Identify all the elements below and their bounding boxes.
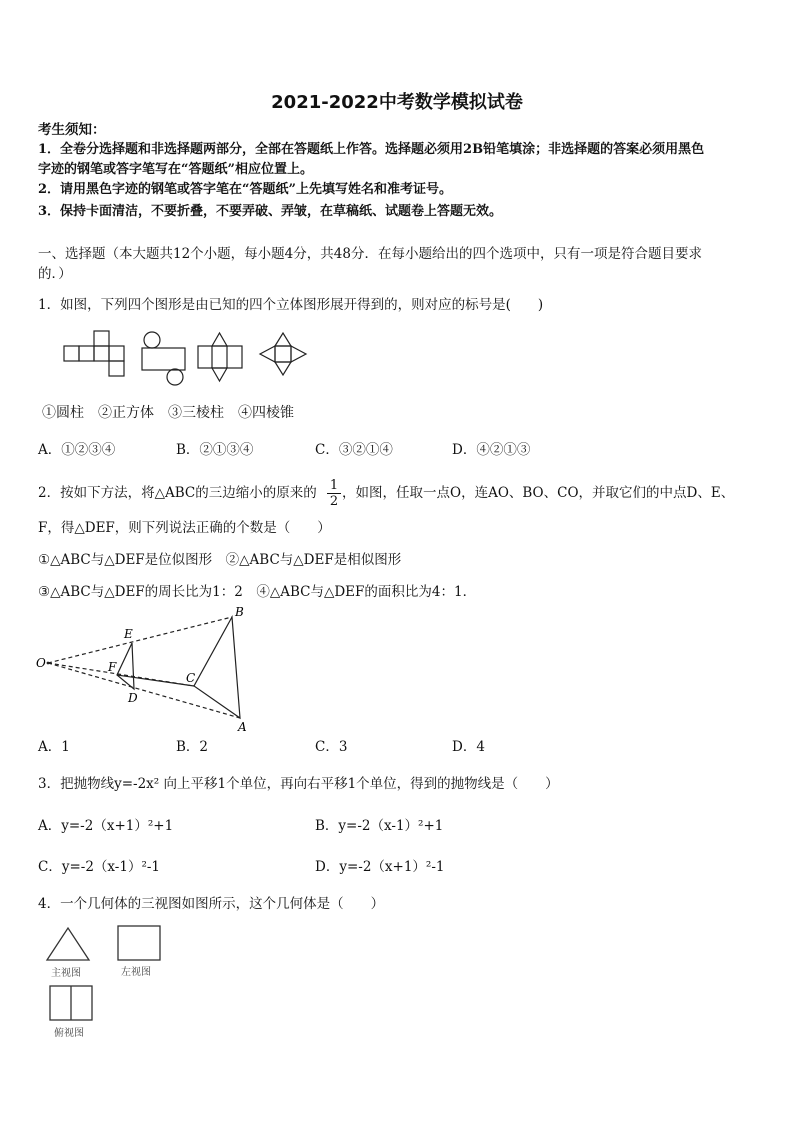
q3-option-d[interactable]: D．y=-2（x+1）²-1 xyxy=(315,859,445,875)
fig-label-a: A xyxy=(238,720,247,734)
q3-option-b[interactable]: B．y=-2（x-1）²+1 xyxy=(315,818,444,834)
fig-label-o: O xyxy=(36,656,46,670)
q2-option-b[interactable]: B．2 xyxy=(176,739,209,755)
caption-front-view: 主视图 xyxy=(51,968,81,979)
notice-line-3: 3．保持卡面清洁，不要折叠，不要弄破、弄皱，在草稿纸、试题卷上答题无效。 xyxy=(38,204,503,219)
q2-fraction-denominator: 2 xyxy=(329,494,339,509)
q2-option-c[interactable]: C．3 xyxy=(315,739,348,755)
q2-option-a[interactable]: A．1 xyxy=(38,739,70,755)
caption-left-view: 左视图 xyxy=(121,967,151,978)
q4-three-views xyxy=(44,922,184,1042)
q2-fraction xyxy=(327,478,341,509)
q1-option-c[interactable]: C．③②①④ xyxy=(315,442,393,458)
square-pyramid-net xyxy=(260,333,306,375)
section-header-line-2: 的．） xyxy=(38,266,72,282)
section-header-line-1: 一、选择题（本大题共12个小题，每小题4分，共48分．在每小题给出的四个选项中，只有一项是符合题目要求 xyxy=(38,246,702,262)
q2-statements-2: ③△ABC与△DEF的周长比为1：2 ④△ABC与△DEF的面积比为4：1． xyxy=(38,584,477,600)
notice-line-2: 2．请用黑色字迹的钢笔或答字笔在“答题纸”上先填写姓名和准考证号。 xyxy=(38,182,453,197)
cylinder-net xyxy=(142,332,185,385)
left-view-square xyxy=(118,926,160,960)
triangular-prism-net xyxy=(198,333,242,381)
notice-line-1a: 1．全卷分选择题和非选择题两部分，全部在答题纸上作答。选择题必须用2B铅笔填涂；非选择题的答案必须用黑色 xyxy=(38,142,705,157)
caption-top-view: 俯视图 xyxy=(54,1028,84,1039)
q1-net-figures xyxy=(60,328,320,388)
notice-heading: 考生须知： xyxy=(38,122,106,138)
q3-option-c[interactable]: C．y=-2（x-1）²-1 xyxy=(38,859,161,875)
q3-option-a[interactable]: A．y=-2（x+1）²+1 xyxy=(38,818,174,834)
q2-statements-1: ①△ABC与△DEF是位似图形 ②△ABC与△DEF是相似图形 xyxy=(38,552,402,568)
fig-label-f: F xyxy=(108,660,117,674)
q2-option-d[interactable]: D．4 xyxy=(452,739,485,755)
q2-stem-b: ，如图，任取一点O，连AO、BO、CO，并取它们的中点D、E、 xyxy=(342,485,735,501)
fig-label-e: E xyxy=(124,627,133,641)
q3-stem: 3．把抛物线y=-2x² 向上平移1个单位，再向右平移1个单位，得到的抛物线是（ ） xyxy=(38,776,559,792)
fig-label-d: D xyxy=(128,691,138,705)
q2-fraction-numerator: 1 xyxy=(327,478,341,494)
q2-figure xyxy=(34,605,264,735)
q1-legend: ①圆柱 ②正方体 ③三棱柱 ④四棱锥 xyxy=(42,405,294,421)
q1-option-a[interactable]: A．①②③④ xyxy=(38,442,116,458)
front-view-triangle xyxy=(47,928,89,960)
q2-stem-c: F，得△DEF，则下列说法正确的个数是（ ） xyxy=(38,520,331,536)
q2-stem-a: 2．按如下方法，将△ABC的三边缩小的原来的 xyxy=(38,485,317,501)
notice-line-1b: 字迹的钢笔或答字笔写在“答题纸”相应位置上。 xyxy=(38,162,313,177)
q1-option-d[interactable]: D．④②①③ xyxy=(452,442,531,458)
q1-stem: 1．如图，下列四个图形是由已知的四个立体图形展开得到的，则对应的标号是( ) xyxy=(38,297,544,313)
cube-net xyxy=(64,331,124,376)
fig-label-c: C xyxy=(186,671,196,685)
fig-label-b: B xyxy=(235,605,244,619)
q1-option-b[interactable]: B．②①③④ xyxy=(176,442,254,458)
q4-stem: 4．一个几何体的三视图如图所示，这个几何体是（ ） xyxy=(38,896,385,912)
page-title: 2021-2022中考数学模拟试卷 xyxy=(271,92,523,113)
